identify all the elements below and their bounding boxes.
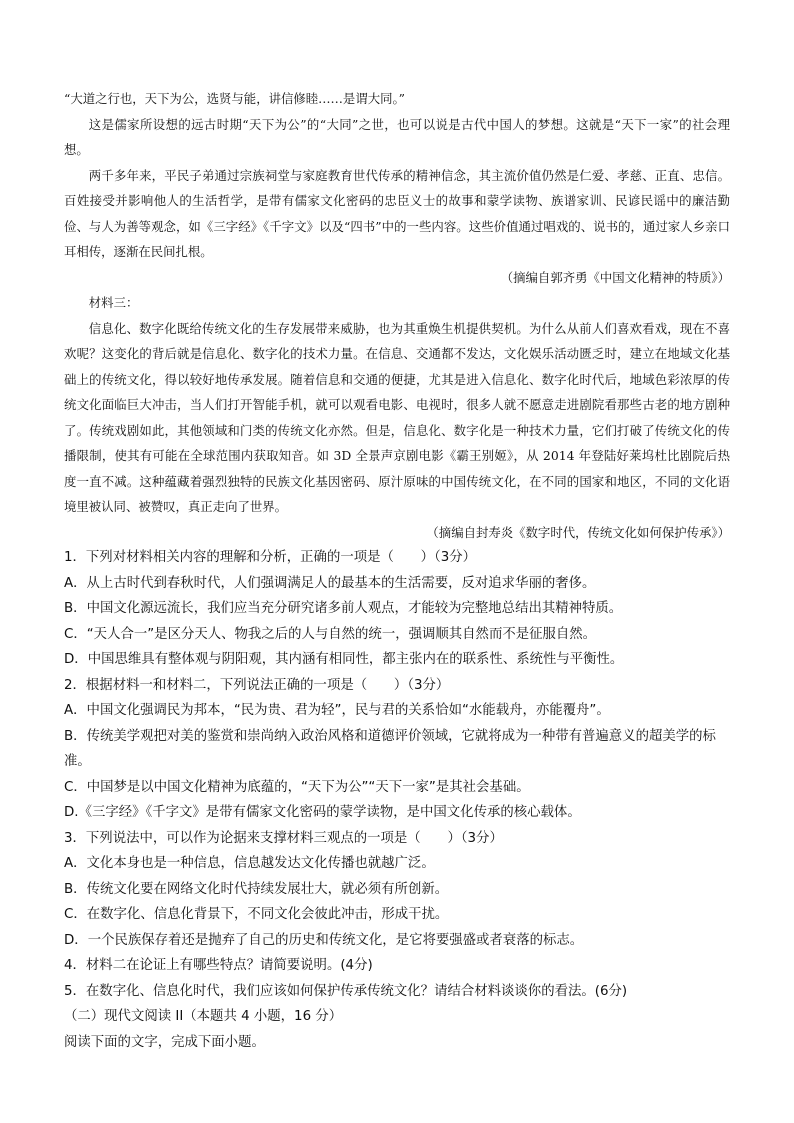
question-2-stem: 2．根据材料一和材料二，下列说法正确的一项是（ ）（3分） (64, 677, 450, 693)
material2-paragraph-2: 两千多年来，平民子弟通过宗族祠堂与家庭教育世代传承的精神信念，其主流价值仍然是仁爱、孝慈、正直、忠信。百姓接受并影响他人的生活哲学，是带有儒家文化密码的忠臣义士的故事和蒙学读物、族谱家训、民谚民谣中的廉洁勤俭、与人为善等观念，如《三字经》《千字文》以及“四书”中的一些内容。这些价值通过唱戏的、说书的，通过家人乡亲口耳相传，逐渐在民间扎根。 (64, 167, 730, 259)
question-3-stem: 3．下列说法中，可以作为论据来支撑材料三观点的一项是（ ）（3分） (64, 830, 503, 846)
question-2-option-c: C．中国梦是以中国文化精神为底蕴的，“天下为公”“天下一家”是其社会基础。 (64, 779, 530, 795)
material3-heading: 材料三： (88, 295, 139, 310)
question-1-option-d: D．中国思维具有整体观与阴阳观，其内涵有相同性，都主张内在的联系性、系统性与平衡性。 (64, 652, 624, 667)
material2-paragraph-1: 这是儒家所设想的远古时期“天下为公”的“大同”之世，也可以说是古代中国人的梦想。这就是“天下一家”的社会理想。 (64, 116, 730, 157)
question-5: 5．在数字化、信息化时代，我们应该如何保护传承传统文化？请结合材料谈谈你的看法。(6分) (64, 983, 628, 999)
question-2-option-d: D.《三字经》《千字文》是带有儒家文化密码的蒙学读物，是中国文化传承的核心载体。 (64, 805, 581, 820)
question-2-option-b: B．传统美学观把对美的鉴赏和崇尚纳入政治风格和道德评价领域，它就将成为一种带有普遍意义的超美学的标准。 (64, 728, 716, 769)
material3-body: 信息化、数字化既给传统文化的生存发展带来威胁，也为其重焕生机提供契机。为什么从前人们喜欢看戏，现在不喜欢呢？这变化的背后就是信息化、数字化的技术力量。在信息、交通都不发达，文化娱乐活动匮乏时，建立在地域文化基础上的传统文化，得以较好地传承发展。随着信息和交通的便捷，尤其是进入信息化、数字化时代后，地域色彩浓厚的传统文化面临巨大冲击，当人们打开智能手机，就可以观看电影、电视时，很多人就不愿意走进剧院看那些古老的地方剧种了。传统戏剧如此，其他领域和门类的传统文化亦然。但是，信息化、数字化是一种技术力量，它们打破了传统文化的传播限制，使其有可能在全球范围内获取知音。如 3D 全景声京剧电影《霸王别姬》，从 2014 年登陆好莱坞杜比剧院后热度一直不减。这种蕴藏着强烈独特的民族文化基因密码、原汁原味的中国传统文化，在不同的国家和地区，不同的文化语境里被认同、被赞叹，真正走向了世界。 (64, 320, 730, 514)
question-1-option-b: B．中国文化源远流长，我们应当充分研究诸多前人观点，才能较为完整地总结出其精神特质。 (64, 601, 623, 616)
section-instruction: 阅读下面的文字，完成下面小题。 (64, 1034, 265, 1050)
question-list (64, 545, 730, 1055)
question-3-option-c: C．在数字化、信息化背景下，不同文化会彼此冲击，形成干扰。 (64, 907, 449, 922)
question-3-option-a: A．文化本身也是一种信息，信息越发达文化传播也就越广泛。 (64, 856, 435, 871)
material3-source: （摘编自封寿炎《数字时代，传统文化如何保护传承》） (426, 524, 730, 540)
question-1-option-c: C．“天人合一”是区分天人、物我之后的人与自然的统一，强调顺其自然而不是征服自然。 (64, 626, 597, 642)
question-1-stem: 1．下列对材料相关内容的理解和分析，正确的一项是（ ）（3分） (64, 550, 477, 565)
question-1-option-a: A．从上古时代到春秋时代，人们强调满足人的最基本的生活需要，反对追求华丽的奢侈。 (64, 575, 596, 591)
question-3-option-d: D．一个民族保存着还是抛弃了自己的历史和传统文化，是它将要强盛或者衰落的标志。 (64, 932, 584, 948)
question-2-option-a: A．中国文化强调民为邦本，“民为贵、君为轻”，民与君的关系恰如“水能载舟，亦能覆舟”。 (64, 703, 610, 718)
material2-quote: “大道之行也，天下为公，选贤与能，讲信修睦……是谓大同。” (64, 91, 406, 106)
question-4: 4．材料二在论证上有哪些特点？请简要说明。(4分) (64, 958, 373, 973)
exam-page (64, 86, 730, 1055)
section-heading: （二）现代文阅读 II（本题共 4 小题，16 分） (64, 1009, 343, 1024)
material2-source: （摘编自郭齐勇《中国文化精神的特质》） (500, 269, 730, 285)
question-3-option-b: B．传统文化要在网络文化时代持续发展壮大，就必须有所创新。 (64, 881, 449, 897)
